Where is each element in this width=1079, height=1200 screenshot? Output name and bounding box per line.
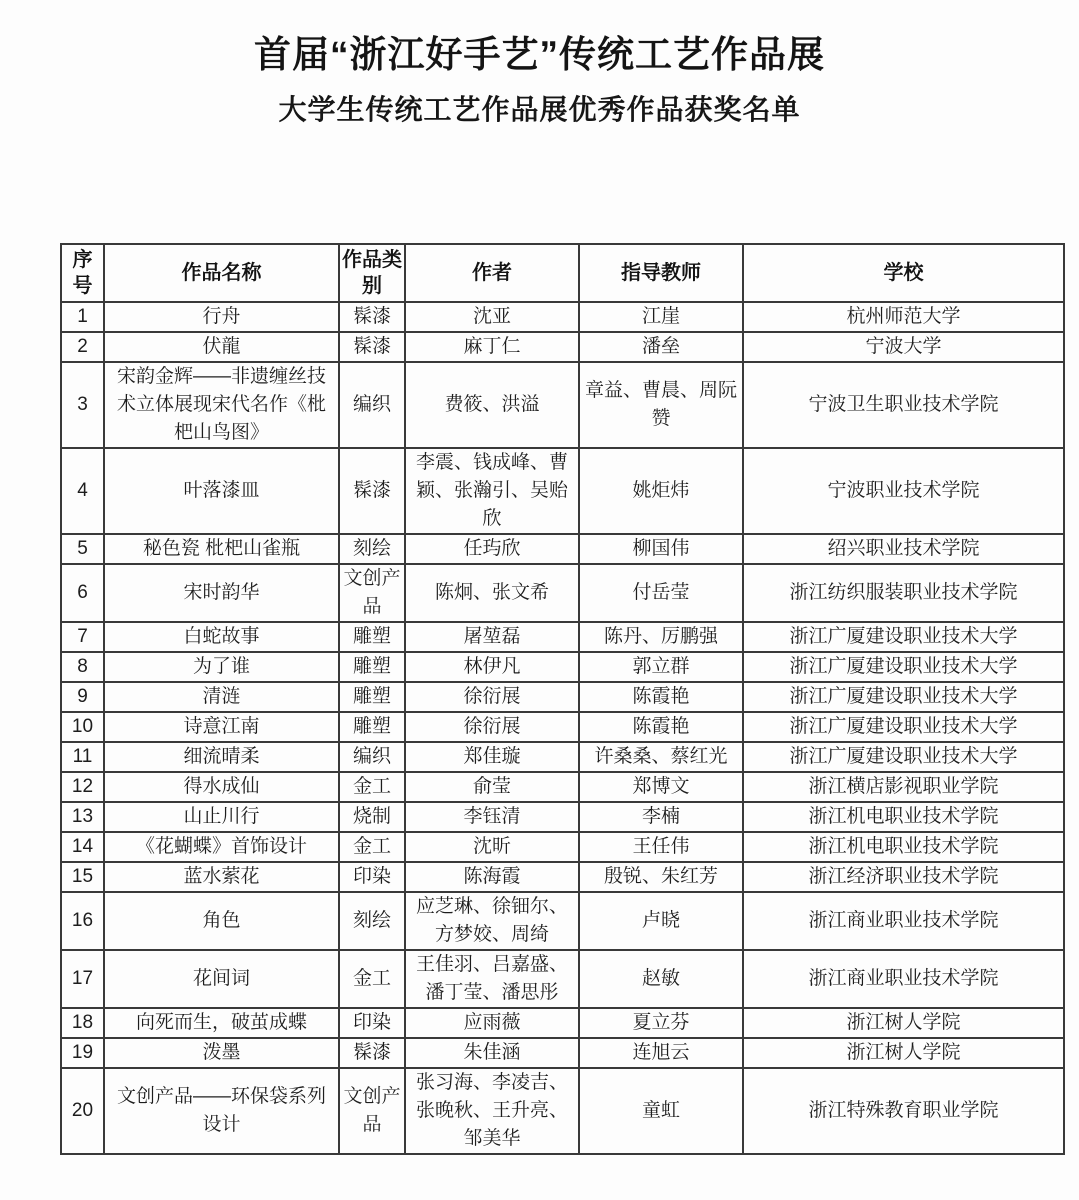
table-cell: 2 <box>61 332 104 362</box>
table-cell: 14 <box>61 832 104 862</box>
table-cell: 《花蝴蝶》首饰设计 <box>104 832 339 862</box>
table-row <box>61 534 1064 564</box>
table-cell: 15 <box>61 862 104 892</box>
table-cell: 13 <box>61 802 104 832</box>
table-cell: 蓝水萦花 <box>104 862 339 892</box>
table-cell: 宋时韵华 <box>104 564 339 622</box>
table-cell: 陈霞艳 <box>579 682 743 712</box>
table-row <box>61 652 1064 682</box>
table-cell: 8 <box>61 652 104 682</box>
column-header: 学校 <box>743 244 1064 302</box>
table-cell: 19 <box>61 1038 104 1068</box>
table-cell: 雕塑 <box>339 682 405 712</box>
table-cell: 陈海霞 <box>405 862 579 892</box>
table-cell: 浙江广厦建设职业技术大学 <box>743 742 1064 772</box>
table-cell: 夏立芬 <box>579 1008 743 1038</box>
table-cell: 朱佳涵 <box>405 1038 579 1068</box>
table-cell: 俞莹 <box>405 772 579 802</box>
table-cell: 山止川行 <box>104 802 339 832</box>
table-cell: 应芝琳、徐钿尔、方梦姣、周绮 <box>405 892 579 950</box>
table-cell: 文创产品 <box>339 564 405 622</box>
table-row <box>61 892 1064 950</box>
awards-table-header <box>61 244 1064 302</box>
table-cell: 得水成仙 <box>104 772 339 802</box>
table-cell: 屠堃磊 <box>405 622 579 652</box>
table-cell: 殷锐、朱红芳 <box>579 862 743 892</box>
table-cell: 髹漆 <box>339 448 405 534</box>
table-cell: 宋韵金辉——非遗缠丝技术立体展现宋代名作《枇杷山鸟图》 <box>104 362 339 448</box>
table-cell: 行舟 <box>104 302 339 332</box>
page-subtitle: 大学生传统工艺作品展优秀作品获奖名单 <box>278 94 801 125</box>
awards-table-body <box>61 302 1064 1154</box>
table-cell: 任玙欣 <box>405 534 579 564</box>
table-cell: 郑博文 <box>579 772 743 802</box>
table-cell: 12 <box>61 772 104 802</box>
table-cell: 沈亚 <box>405 302 579 332</box>
table-cell: 1 <box>61 302 104 332</box>
table-cell: 髹漆 <box>339 332 405 362</box>
table-cell: 浙江商业职业技术学院 <box>743 892 1064 950</box>
table-cell: 雕塑 <box>339 712 405 742</box>
table-cell: 潘垒 <box>579 332 743 362</box>
table-row <box>61 564 1064 622</box>
table-cell: 浙江特殊教育职业学院 <box>743 1068 1064 1154</box>
table-cell: 宁波大学 <box>743 332 1064 362</box>
table-cell: 浙江广厦建设职业技术大学 <box>743 622 1064 652</box>
table-cell: 费筱、洪溢 <box>405 362 579 448</box>
table-row <box>61 712 1064 742</box>
table-cell: 郑佳璇 <box>405 742 579 772</box>
table-cell: 许桑桑、蔡红光 <box>579 742 743 772</box>
table-cell: 文创产品 <box>339 1068 405 1154</box>
table-cell: 20 <box>61 1068 104 1154</box>
table-cell: 髹漆 <box>339 1038 405 1068</box>
table-cell: 10 <box>61 712 104 742</box>
table-cell: 杭州师范大学 <box>743 302 1064 332</box>
table-cell: 编织 <box>339 742 405 772</box>
table-cell: 柳国伟 <box>579 534 743 564</box>
table-row <box>61 1038 1064 1068</box>
table-cell: 徐衍展 <box>405 712 579 742</box>
table-cell: 章益、曹晨、周阮赞 <box>579 362 743 448</box>
table-cell: 为了谁 <box>104 652 339 682</box>
table-cell: 文创产品——环保袋系列设计 <box>104 1068 339 1154</box>
table-cell: 王佳羽、吕嘉盛、潘丁莹、潘思彤 <box>405 950 579 1008</box>
table-cell: 刻绘 <box>339 892 405 950</box>
table-cell: 雕塑 <box>339 622 405 652</box>
table-cell: 浙江机电职业技术学院 <box>743 832 1064 862</box>
table-cell: 张习海、李凌吉、张晚秋、王升亮、邹美华 <box>405 1068 579 1154</box>
table-cell: 连旭云 <box>579 1038 743 1068</box>
table-cell: 陈炯、张文希 <box>405 564 579 622</box>
table-cell: 髹漆 <box>339 302 405 332</box>
table-cell: 浙江广厦建设职业技术大学 <box>743 682 1064 712</box>
table-cell: 烧制 <box>339 802 405 832</box>
table-row <box>61 742 1064 772</box>
header-row <box>61 244 1064 302</box>
table-cell: 11 <box>61 742 104 772</box>
table-row <box>61 682 1064 712</box>
table-row <box>61 802 1064 832</box>
table-cell: 7 <box>61 622 104 652</box>
table-cell: 卢晓 <box>579 892 743 950</box>
table-row <box>61 772 1064 802</box>
table-cell: 浙江横店影视职业学院 <box>743 772 1064 802</box>
table-cell: 浙江广厦建设职业技术大学 <box>743 712 1064 742</box>
table-cell: 应雨薇 <box>405 1008 579 1038</box>
table-cell: 泼墨 <box>104 1038 339 1068</box>
table-cell: 陈霞艳 <box>579 712 743 742</box>
table-cell: 沈昕 <box>405 832 579 862</box>
table-cell: 付岳莹 <box>579 564 743 622</box>
table-row <box>61 332 1064 362</box>
page-title: 首届“浙江好手艺”传统工艺作品展 <box>254 34 825 75</box>
table-row <box>61 950 1064 1008</box>
table-row <box>61 448 1064 534</box>
table-cell: 姚炬炜 <box>579 448 743 534</box>
table-cell: 4 <box>61 448 104 534</box>
table-cell: 金工 <box>339 832 405 862</box>
table-cell: 郭立群 <box>579 652 743 682</box>
table-row <box>61 622 1064 652</box>
table-cell: 赵敏 <box>579 950 743 1008</box>
column-header: 作者 <box>405 244 579 302</box>
table-cell: 江崖 <box>579 302 743 332</box>
table-cell: 伏龍 <box>104 332 339 362</box>
table-cell: 诗意江南 <box>104 712 339 742</box>
table-cell: 浙江机电职业技术学院 <box>743 802 1064 832</box>
table-cell: 绍兴职业技术学院 <box>743 534 1064 564</box>
table-cell: 浙江树人学院 <box>743 1008 1064 1038</box>
table-cell: 浙江商业职业技术学院 <box>743 950 1064 1008</box>
table-cell: 浙江广厦建设职业技术大学 <box>743 652 1064 682</box>
table-row <box>61 362 1064 448</box>
awards-table <box>60 243 1065 1155</box>
table-cell: 18 <box>61 1008 104 1038</box>
table-cell: 浙江经济职业技术学院 <box>743 862 1064 892</box>
table-cell: 6 <box>61 564 104 622</box>
table-cell: 叶落漆皿 <box>104 448 339 534</box>
table-cell: 花间词 <box>104 950 339 1008</box>
table-cell: 徐衍展 <box>405 682 579 712</box>
table-cell: 陈丹、厉鹏强 <box>579 622 743 652</box>
table-cell: 雕塑 <box>339 652 405 682</box>
table-row <box>61 1068 1064 1154</box>
table-cell: 细流晴柔 <box>104 742 339 772</box>
table-cell: 5 <box>61 534 104 564</box>
column-header: 序号 <box>61 244 104 302</box>
table-cell: 角色 <box>104 892 339 950</box>
table-cell: 浙江树人学院 <box>743 1038 1064 1068</box>
table-cell: 李楠 <box>579 802 743 832</box>
table-cell: 宁波职业技术学院 <box>743 448 1064 534</box>
table-cell: 印染 <box>339 862 405 892</box>
table-cell: 秘色瓷 枇杷山雀瓶 <box>104 534 339 564</box>
table-cell: 麻丁仁 <box>405 332 579 362</box>
table-cell: 清涟 <box>104 682 339 712</box>
table-cell: 向死而生，破茧成蝶 <box>104 1008 339 1038</box>
table-cell: 童虹 <box>579 1068 743 1154</box>
table-cell: 林伊凡 <box>405 652 579 682</box>
table-cell: 李钰清 <box>405 802 579 832</box>
column-header: 作品类别 <box>339 244 405 302</box>
table-cell: 编织 <box>339 362 405 448</box>
table-cell: 宁波卫生职业技术学院 <box>743 362 1064 448</box>
table-cell: 浙江纺织服装职业技术学院 <box>743 564 1064 622</box>
table-cell: 金工 <box>339 772 405 802</box>
table-cell: 王任伟 <box>579 832 743 862</box>
table-cell: 李震、钱成峰、曹颖、张瀚引、吴贻欣 <box>405 448 579 534</box>
table-cell: 17 <box>61 950 104 1008</box>
table-cell: 金工 <box>339 950 405 1008</box>
table-cell: 9 <box>61 682 104 712</box>
table-cell: 印染 <box>339 1008 405 1038</box>
table-row <box>61 832 1064 862</box>
table-cell: 刻绘 <box>339 534 405 564</box>
column-header: 指导教师 <box>579 244 743 302</box>
table-cell: 3 <box>61 362 104 448</box>
table-cell: 16 <box>61 892 104 950</box>
table-row <box>61 1008 1064 1038</box>
table-row <box>61 862 1064 892</box>
table-cell: 白蛇故事 <box>104 622 339 652</box>
column-header: 作品名称 <box>104 244 339 302</box>
table-row <box>61 302 1064 332</box>
